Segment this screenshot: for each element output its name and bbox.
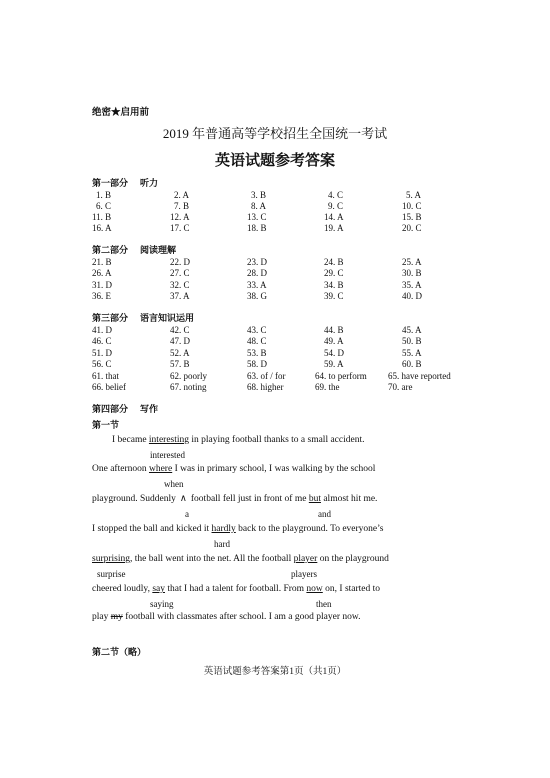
answer-item: 8. A: [251, 201, 267, 211]
part-label: 第四部分: [92, 404, 129, 414]
answer-item: 29. C: [324, 268, 344, 278]
answer-item: 43. C: [247, 325, 267, 335]
essay-text: I stopped the ball and kicked it: [92, 524, 212, 534]
answer-item: 31. D: [92, 280, 112, 290]
essay-text: back to the playground. To everyone’s: [235, 524, 384, 534]
answer-item: 36. E: [92, 291, 111, 301]
essay-text: that I had a talent for football. From: [165, 584, 307, 594]
essay-text: , the ball went into the net. All the football: [130, 554, 294, 564]
answer-item: 17. C: [170, 223, 190, 233]
answer-row: [92, 257, 422, 268]
answer-item: 39. C: [324, 291, 344, 301]
answer-item: 11. B: [92, 212, 112, 222]
answer-item: 20. C: [402, 223, 422, 233]
answer-item: 3. B: [251, 190, 267, 200]
answer-item: 26. A: [92, 268, 112, 278]
answer-row: [92, 291, 422, 302]
correction: hard: [214, 539, 230, 549]
answer-item: 46. C: [92, 336, 112, 346]
answer-item: 41. D: [92, 325, 112, 335]
answer-row: [92, 280, 422, 291]
answer-item: 40. D: [402, 291, 422, 301]
part-heading-reading: [92, 245, 176, 256]
correction: surprise: [97, 569, 126, 579]
answer-item: 5. A: [406, 190, 422, 200]
answer-item: 13. C: [247, 212, 267, 222]
answer-item: 24. B: [324, 257, 344, 267]
answer-item: 2. A: [174, 190, 190, 200]
essay-text: almost hit me.: [320, 494, 378, 504]
answer-item: 65. have reported: [388, 371, 451, 381]
answer-item: 42. C: [170, 325, 190, 335]
marked-error: player: [293, 554, 318, 564]
answer-row: [92, 348, 422, 359]
answer-item: 66. belief: [92, 382, 126, 392]
document-title: 英语试题参考答案: [214, 153, 335, 169]
answer-row: [92, 371, 451, 382]
correction: saying: [150, 599, 174, 609]
answer-item: 55. A: [402, 348, 422, 358]
essay-text: I became: [112, 435, 149, 445]
essay-text: One afternoon: [92, 464, 149, 474]
essay-line: [112, 434, 364, 447]
answer-item: 37. A: [170, 291, 190, 301]
essay-text: on the playground: [317, 554, 389, 564]
answer-item: 53. B: [247, 348, 267, 358]
answer-item: 38. G: [247, 291, 267, 301]
section-heading-2: 第二节（略）: [92, 647, 147, 657]
answer-item: 57. B: [170, 359, 190, 369]
answer-item: 21. B: [92, 257, 112, 267]
part-name: 阅读理解: [140, 245, 177, 255]
answer-item: 50. B: [402, 336, 422, 346]
answer-item: 56. C: [92, 359, 112, 369]
answer-item: 69. the: [315, 382, 340, 392]
essay-text: play: [92, 612, 111, 622]
marked-error: surprising: [92, 554, 130, 564]
marked-error: hardly: [211, 524, 236, 534]
essay-text: in playing football thanks to a small accident.: [189, 435, 365, 445]
essay-line: [92, 523, 384, 536]
essay-text: football fell just in front of me: [190, 494, 309, 504]
part-heading-language-use: [92, 313, 194, 324]
answer-item: 63. of / for: [247, 371, 286, 381]
part-name: 写作: [140, 404, 159, 414]
essay-line: [92, 463, 375, 476]
answer-item: 18. B: [247, 223, 267, 233]
answer-item: 9. C: [328, 201, 344, 211]
part-name: 听力: [140, 178, 159, 188]
answer-item: 52. A: [170, 348, 190, 358]
marked-error: now: [306, 584, 323, 594]
answer-item: 67. noting: [170, 382, 207, 392]
answer-item: 4. C: [328, 190, 344, 200]
answer-item: 54. D: [324, 348, 344, 358]
answer-item: 7. B: [174, 201, 190, 211]
part-heading-listening: [92, 178, 158, 189]
essay-text: cheered loudly,: [92, 584, 153, 594]
answer-item: 44. B: [324, 325, 344, 335]
answer-item: 28. D: [247, 268, 267, 278]
page-footer: 英语试题参考答案第1页（共1页）: [203, 667, 347, 677]
essay-text: on, I started to: [322, 584, 381, 594]
answer-item: 19. A: [324, 223, 344, 233]
answer-item: 59. A: [324, 359, 344, 369]
answer-row: [92, 268, 422, 279]
answer-item: 12. A: [170, 212, 190, 222]
answer-item: 22. D: [170, 257, 190, 267]
answer-row: [92, 212, 422, 223]
answer-row: [92, 336, 422, 347]
answer-item: 27. C: [170, 268, 190, 278]
essay-line: [92, 611, 360, 624]
answer-item: 51. D: [92, 348, 112, 358]
answer-item: 35. A: [402, 280, 422, 290]
answer-item: 70. are: [388, 382, 413, 392]
essay-line: [92, 553, 389, 566]
correction: players: [291, 569, 317, 579]
part-label: 第三部分: [92, 313, 129, 323]
answer-item: 16. A: [92, 223, 112, 233]
answer-row: [92, 190, 421, 201]
marked-error: interesting: [148, 435, 190, 445]
answer-item: 68. higher: [247, 382, 284, 392]
answer-item: 49. A: [324, 336, 344, 346]
exam-title: 2019 年普通高等学校招生全国统一考试: [162, 126, 388, 141]
marked-error: where: [148, 464, 173, 474]
correction: when: [164, 479, 184, 489]
answer-row: [92, 382, 413, 393]
part-heading-writing: [92, 404, 158, 415]
essay-text: playground. Suddenly: [92, 494, 176, 504]
answer-row: [92, 201, 422, 212]
part-label: 第一部分: [92, 178, 129, 188]
answer-item: 30. B: [402, 268, 422, 278]
correction: interested: [150, 450, 185, 460]
answer-item: 1. B: [96, 190, 112, 200]
answer-item: 60. B: [402, 359, 422, 369]
essay-text: I was in primary school, I was walking by the school: [172, 464, 376, 474]
part-name: 语言知识运用: [140, 313, 195, 323]
answer-item: 10. C: [402, 201, 422, 211]
answer-item: 62. poorly: [170, 371, 207, 381]
answer-row: [92, 223, 422, 234]
answer-item: 34. B: [324, 280, 344, 290]
answer-row: [92, 359, 422, 370]
answer-item: 61. that: [92, 371, 119, 381]
answer-item: 45. A: [402, 325, 422, 335]
answer-item: 47. D: [170, 336, 190, 346]
answer-item: 32. C: [170, 280, 190, 290]
answer-item: 58. D: [247, 359, 267, 369]
answer-item: 15. B: [402, 212, 422, 222]
answer-item: 6. C: [96, 201, 112, 211]
essay-line: [92, 493, 377, 506]
section-heading-1: 第一节: [92, 420, 120, 430]
part-label: 第二部分: [92, 245, 129, 255]
confidential-mark: 绝密★启用前: [92, 108, 150, 118]
answer-item: 33. A: [247, 280, 267, 290]
correction: then: [316, 599, 332, 609]
answer-item: 48. C: [247, 336, 267, 346]
answer-item: 23. D: [247, 257, 267, 267]
correction: and: [318, 509, 331, 519]
answer-row: [92, 325, 422, 336]
correction: a: [185, 509, 189, 519]
essay-line: [92, 583, 380, 596]
answer-item: 14. A: [324, 212, 344, 222]
essay-text: football with classmates after school. I am a good player now.: [122, 612, 361, 622]
marked-error: say: [152, 584, 165, 594]
insertion-caret: ∧: [179, 494, 187, 504]
marked-error: but: [308, 494, 321, 504]
answer-item: 64. to perform: [315, 371, 367, 381]
answer-item: 25. A: [402, 257, 422, 267]
deleted-word: my: [110, 612, 123, 622]
